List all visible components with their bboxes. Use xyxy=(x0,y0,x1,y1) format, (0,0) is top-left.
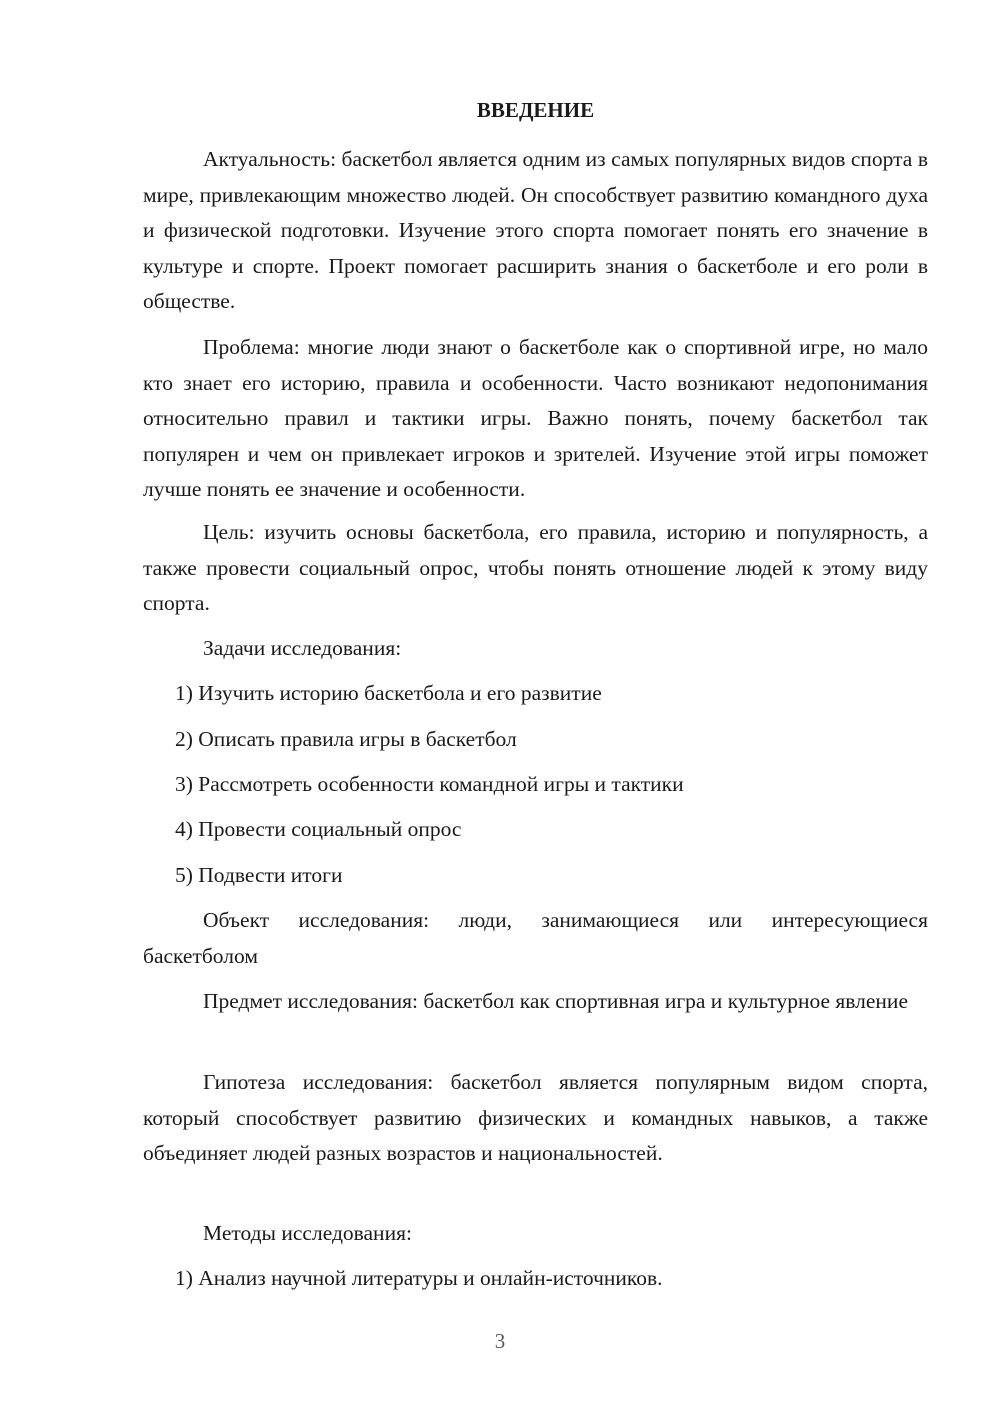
task-list-item: 1) Изучить историю баскетбола и его развитие xyxy=(175,681,602,705)
tasks-heading: Задачи исследования: xyxy=(203,636,402,660)
paragraph-object: Объект исследования: люди, занимающиеся или интересующиеся баскетболом xyxy=(143,908,928,968)
task-list-item: 3) Рассмотреть особенности командной игры и тактики xyxy=(175,772,684,796)
page-title: ВВЕДЕНИЕ xyxy=(476,98,595,122)
task-list-item: 4) Провести социальный опрос xyxy=(175,817,462,841)
task-list-item: 5) Подвести итоги xyxy=(175,863,343,887)
task-list-item: 2) Описать правила игры в баскетбол xyxy=(175,727,517,751)
paragraph-subject: Предмет исследования: баскетбол как спортивная игра и культурное явление xyxy=(203,989,908,1013)
page-number: 3 xyxy=(494,1329,506,1353)
methods-heading: Методы исследования: xyxy=(203,1221,412,1245)
paragraph-relevance: Актуальность: баскетбол является одним из самых популярных видов спорта в мире, привлекающим множество людей. Он способствует развитию командного духа и физической подготовки. Изучение этого спорта помогает понять его значение в культуре и спорте. Проект помогает расширить знания о баскетболе и его роли в обществе. xyxy=(143,147,928,313)
paragraph-goal: Цель: изучить основы баскетбола, его правила, историю и популярность, а также провести социальный опрос, чтобы понять отношение людей к этому виду спорта. xyxy=(143,520,928,615)
paragraph-hypothesis: Гипотеза исследования: баскетбол является популярным видом спорта, который способствует развитию физических и командных навыков, а также объединяет людей разных возрастов и национальностей. xyxy=(143,1070,928,1165)
method-list-item: 1) Анализ научной литературы и онлайн-источников. xyxy=(175,1266,663,1290)
paragraph-problem: Проблема: многие люди знают о баскетболе как о спортивной игре, но мало кто знает его историю, правила и особенности. Часто возникают недопонимания относительно правил и тактики игры. Важно понять, почему баскетбол так популярен и чем он привлекает игроков и зрителей. Изучение этой игры поможет лучше понять ее значение и особенности. xyxy=(143,335,928,501)
